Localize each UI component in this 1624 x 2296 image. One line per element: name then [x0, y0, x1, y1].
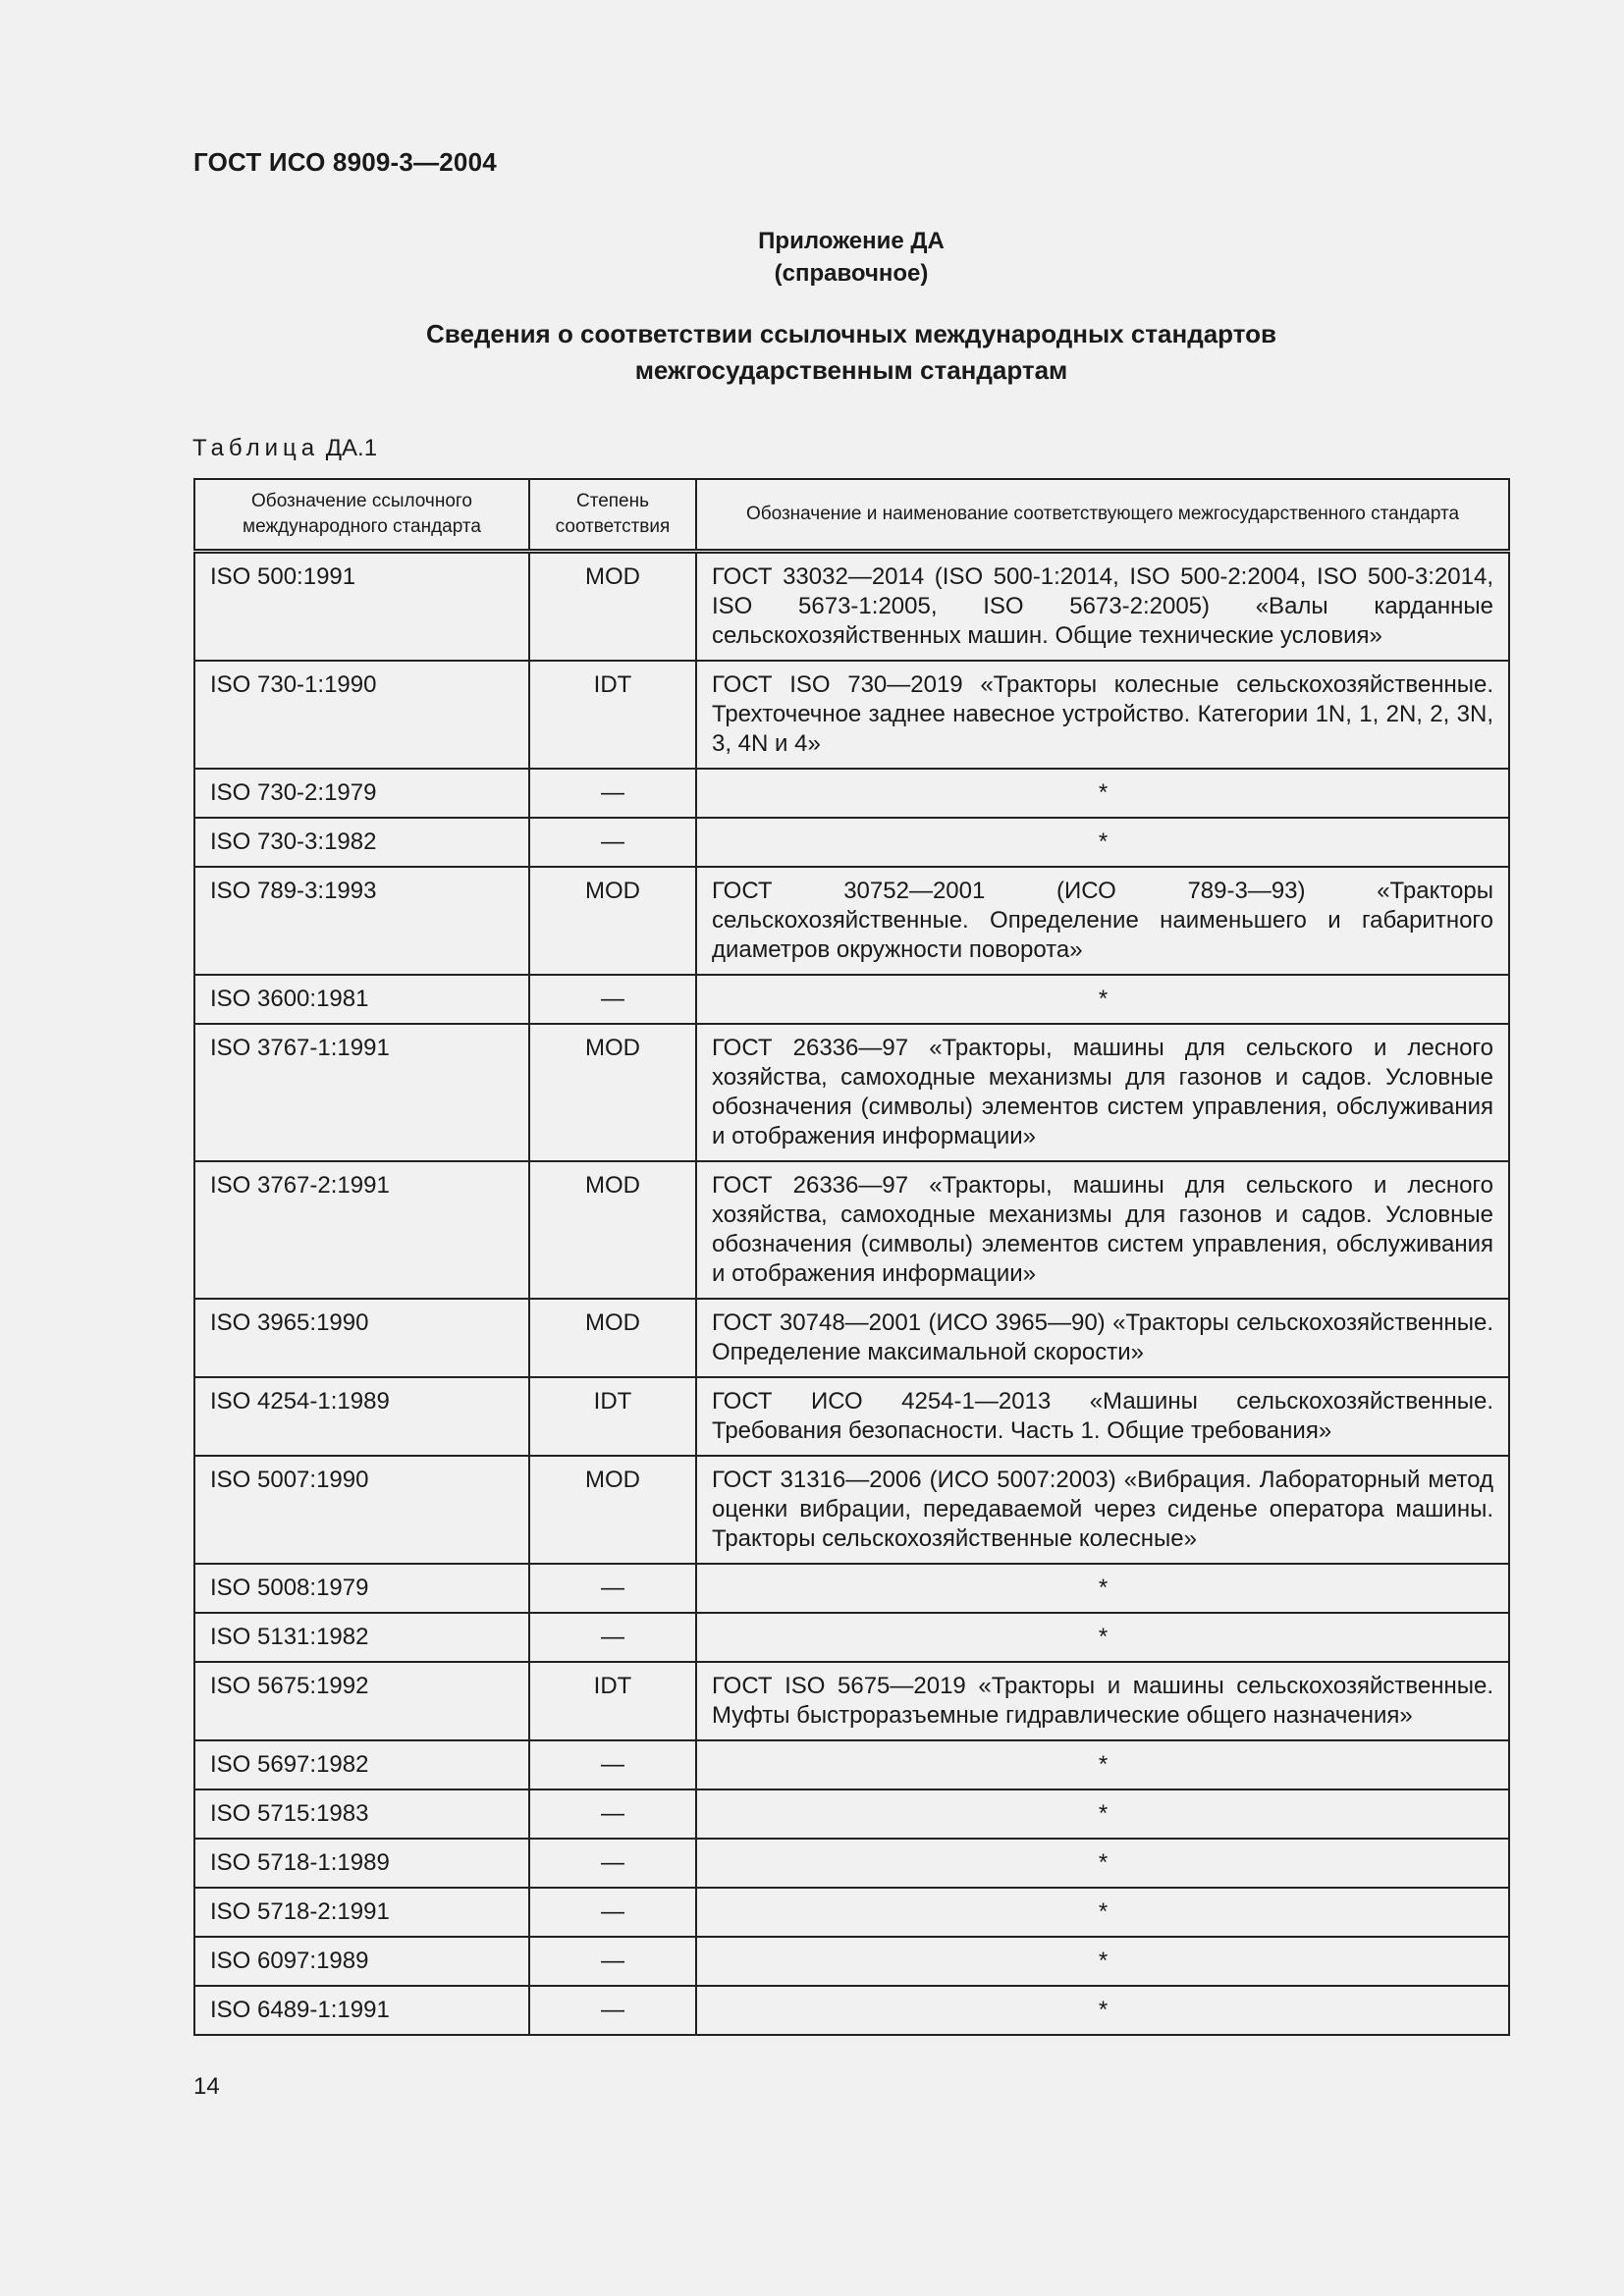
cell-degree: MOD — [529, 1456, 696, 1564]
cell-international-standard: ISO 6097:1989 — [194, 1937, 529, 1986]
table-row — [194, 1024, 1509, 1161]
cell-international-standard: ISO 3767-2:1991 — [194, 1161, 529, 1299]
table-row — [194, 1456, 1509, 1564]
cell-degree: — — [529, 769, 696, 818]
cell-interstate-standard: * — [696, 769, 1509, 818]
cell-international-standard: ISO 3965:1990 — [194, 1299, 529, 1377]
cell-degree: — — [529, 818, 696, 867]
appendix-title: Приложение ДА — [758, 228, 945, 254]
cell-international-standard: ISO 3600:1981 — [194, 975, 529, 1024]
section-title — [0, 316, 1624, 389]
cell-international-standard: ISO 6489-1:1991 — [194, 1986, 529, 2035]
table-caption — [192, 435, 377, 462]
cell-degree: — — [529, 1888, 696, 1937]
table-row — [194, 1299, 1509, 1377]
header-degree: Степень соответствия — [529, 479, 696, 552]
cell-international-standard: ISO 3767-1:1991 — [194, 1024, 529, 1161]
cell-degree: MOD — [529, 1299, 696, 1377]
table-row — [194, 552, 1509, 662]
table-row — [194, 769, 1509, 818]
cell-interstate-standard: ГОСТ 26336—97 «Тракторы, машины для сельского и лесного хозяйства, самоходные механизмы для газонов и садов. Условные обозначения (символы) элементов систем управления, обслуживания и отображения информации» — [696, 1024, 1509, 1161]
cell-international-standard: ISO 5697:1982 — [194, 1740, 529, 1789]
cell-interstate-standard: * — [696, 1613, 1509, 1662]
appendix-heading — [0, 225, 1624, 290]
cell-international-standard: ISO 5718-2:1991 — [194, 1888, 529, 1937]
cell-degree: — — [529, 1839, 696, 1888]
table-row — [194, 1564, 1509, 1613]
table-header-row — [194, 479, 1509, 552]
header-interstate-standard: Обозначение и наименование соответствующего межгосударственного стандарта — [696, 479, 1509, 552]
table-body — [194, 552, 1509, 2036]
table-row — [194, 818, 1509, 867]
table-row — [194, 1888, 1509, 1937]
cell-degree: — — [529, 1740, 696, 1789]
cell-international-standard: ISO 789-3:1993 — [194, 867, 529, 975]
table-row — [194, 1740, 1509, 1789]
cell-international-standard: ISO 730-3:1982 — [194, 818, 529, 867]
cell-degree: — — [529, 1564, 696, 1613]
table-row — [194, 1662, 1509, 1740]
cell-interstate-standard: * — [696, 1740, 1509, 1789]
table-row — [194, 1789, 1509, 1839]
table-row — [194, 1161, 1509, 1299]
cell-interstate-standard: * — [696, 1839, 1509, 1888]
cell-interstate-standard: ГОСТ 30748—2001 (ИСО 3965—90) «Тракторы сельскохозяйственные. Определение максимальной скорости» — [696, 1299, 1509, 1377]
cell-degree: MOD — [529, 867, 696, 975]
cell-interstate-standard: ГОСТ ISO 730—2019 «Тракторы колесные сельскохозяйственные. Трехточечное заднее навесное устройство. Категории 1N, 1, 2N, 2, 3N, 3, 4N и 4» — [696, 661, 1509, 769]
cell-degree: MOD — [529, 552, 696, 662]
cell-interstate-standard: * — [696, 1937, 1509, 1986]
cell-interstate-standard: * — [696, 1564, 1509, 1613]
table-row — [194, 1937, 1509, 1986]
cell-interstate-standard: ГОСТ ISO 5675—2019 «Тракторы и машины сельскохозяйственные. Муфты быстроразъемные гидравлические общего назначения» — [696, 1662, 1509, 1740]
page-number: 14 — [193, 2073, 220, 2100]
table-caption-word: Таблица — [192, 435, 320, 461]
cell-interstate-standard: ГОСТ 31316—2006 (ИСО 5007:2003) «Вибрация. Лабораторный метод оценки вибрации, передаваемой через сиденье оператора машины. Тракторы сельскохозяйственные колесные» — [696, 1456, 1509, 1564]
table-row — [194, 1839, 1509, 1888]
section-title-line-1: Сведения о соответствии ссылочных международных стандартов — [426, 319, 1276, 348]
cell-degree: IDT — [529, 1377, 696, 1456]
cell-degree: IDT — [529, 661, 696, 769]
cell-interstate-standard: * — [696, 818, 1509, 867]
table-caption-number: ДА.1 — [325, 435, 378, 461]
cell-international-standard: ISO 5008:1979 — [194, 1564, 529, 1613]
cell-international-standard: ISO 730-1:1990 — [194, 661, 529, 769]
cell-international-standard: ISO 500:1991 — [194, 552, 529, 662]
cell-international-standard: ISO 5007:1990 — [194, 1456, 529, 1564]
cell-international-standard: ISO 4254-1:1989 — [194, 1377, 529, 1456]
cell-interstate-standard: ГОСТ 26336—97 «Тракторы, машины для сельского и лесного хозяйства, самоходные механизмы для газонов и садов. Условные обозначения (символы) элементов систем управления, обслуживания и отображения информации» — [696, 1161, 1509, 1299]
cell-international-standard: ISO 5131:1982 — [194, 1613, 529, 1662]
table-row — [194, 1986, 1509, 2035]
table-row — [194, 1613, 1509, 1662]
cell-degree: MOD — [529, 1024, 696, 1161]
table-row — [194, 975, 1509, 1024]
cell-international-standard: ISO 5715:1983 — [194, 1789, 529, 1839]
cell-degree: — — [529, 1986, 696, 2035]
appendix-subtitle: (справочное) — [774, 260, 929, 287]
table-row — [194, 661, 1509, 769]
table-row — [194, 1377, 1509, 1456]
cell-degree: IDT — [529, 1662, 696, 1740]
cell-degree: — — [529, 975, 696, 1024]
cell-international-standard: ISO 5675:1992 — [194, 1662, 529, 1740]
cell-interstate-standard: ГОСТ ИСО 4254-1—2013 «Машины сельскохозяйственные. Требования безопасности. Часть 1. Общие требования» — [696, 1377, 1509, 1456]
cell-degree: MOD — [529, 1161, 696, 1299]
cell-degree: — — [529, 1789, 696, 1839]
document-code: ГОСТ ИСО 8909-3—2004 — [193, 147, 497, 177]
cell-degree: — — [529, 1613, 696, 1662]
cell-interstate-standard: * — [696, 975, 1509, 1024]
cell-international-standard: ISO 5718-1:1989 — [194, 1839, 529, 1888]
cell-interstate-standard: * — [696, 1789, 1509, 1839]
table-row — [194, 867, 1509, 975]
cell-degree: — — [529, 1937, 696, 1986]
cell-interstate-standard: * — [696, 1986, 1509, 2035]
cell-international-standard: ISO 730-2:1979 — [194, 769, 529, 818]
cell-interstate-standard: * — [696, 1888, 1509, 1937]
cell-interstate-standard: ГОСТ 30752—2001 (ИСО 789-3—93) «Тракторы сельскохозяйственные. Определение наименьшего и габаритного диаметров окружности поворота» — [696, 867, 1509, 975]
cell-interstate-standard: ГОСТ 33032—2014 (ISO 500-1:2014, ISO 500-2:2004, ISO 500-3:2014, ISO 5673-1:2005, ISO 5673-2:2005) «Валы карданные сельскохозяйственных машин. Общие технические условия» — [696, 552, 1509, 662]
header-international-standard: Обозначение ссылочного международного стандарта — [194, 479, 529, 552]
standards-table — [193, 478, 1510, 2036]
section-title-line-2: межгосударственным стандартам — [634, 355, 1068, 385]
